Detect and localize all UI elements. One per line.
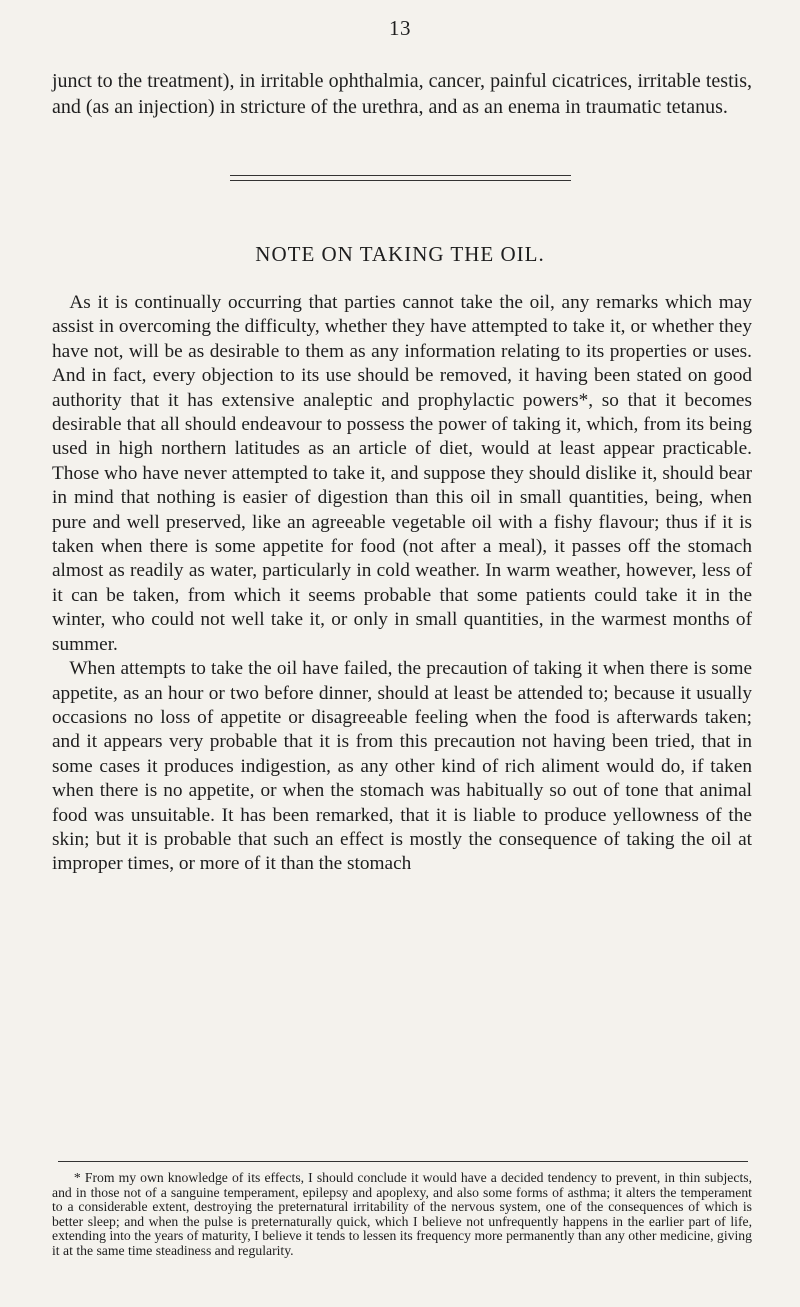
section-heading: NOTE ON TAKING THE OIL. — [255, 242, 545, 266]
paragraph: When attempts to take the oil have failed, the precaution of taking it when there is some appetite, as an hour or two before dinner, should at least be attended to; because it usually occasions no loss of appetite or disagreeable feeling when the food is afterwards taken; and it appears very probable that it is from this precaution not having been tried, that in some cases it produces indigestion, as any other kind of rich aliment would do, if taken when there is no appetite, or when the stomach was habitually so out of tone that animal food was unsuitable. It has been remarked, that it is liable to produce yellowness of the skin; but it is probable that such an effect is mostly the consequence of taking the oil at improper times, or more of it than the stomach — [52, 658, 752, 875]
section-body — [52, 291, 752, 877]
paragraph: As it is continually occurring that parties cannot take the oil, any remarks which may assist in overcoming the difficulty, whether they have attempted to take it, or whether they have not, will be as desirable to them as any information relating to its properties or uses. And in fact, every objection to its use should be removed, it having been stated on good authority that it has extensive analeptic and prophylactic powers*, so that it becomes desirable that all should endeavour to possess the power of taking it, which, from its being used in high northern latitudes as an article of diet, would at least appear practicable. Those who have never attempted to take it, and suppose they should dislike it, should bear in mind that nothing is easier of digestion than this oil in small quantities, being, when pure and well preserved, like an agreeable vegetable oil with a fishy flavour; thus if it is taken when there is some appetite for food (not after a meal), it passes off the stomach almost as readily as water, particularly in cold weather. In warm weather, however, less of it can be taken, from which it seems probable that some patients could take it in the winter, who could not well take it, or only in small quantities, in the warmest months of summer. — [52, 292, 752, 655]
continuation-paragraph: junct to the treatment), in irritable ophthalmia, cancer, painful cicatrices, irritable testis, and (as an injection) in stricture of the urethra, and as an enema in traumatic tetanus. — [52, 70, 752, 118]
footnote-divider — [58, 1161, 748, 1162]
footnote: * From my own knowledge of its effects, I should conclude it would have a decided tendency to prevent, in thin subjects, and in those not of a sanguine temperament, epilepsy and apoplexy, and also some forms of asthma; it alters the temperament to a considerable extent, destroying the preternatural irritability of the nervous system, one of the consequences of which is better sleep; and when the pulse is preternaturally quick, which I believe not unfrequently happens in the earlier part of life, extending into the years of maturity, I believe it tends to lessen its frequency more permanently than any other medicine, giving it at the same time steadiness and regularity. — [52, 1170, 752, 1258]
page-number: 13 — [389, 16, 411, 40]
section-divider — [230, 175, 571, 181]
